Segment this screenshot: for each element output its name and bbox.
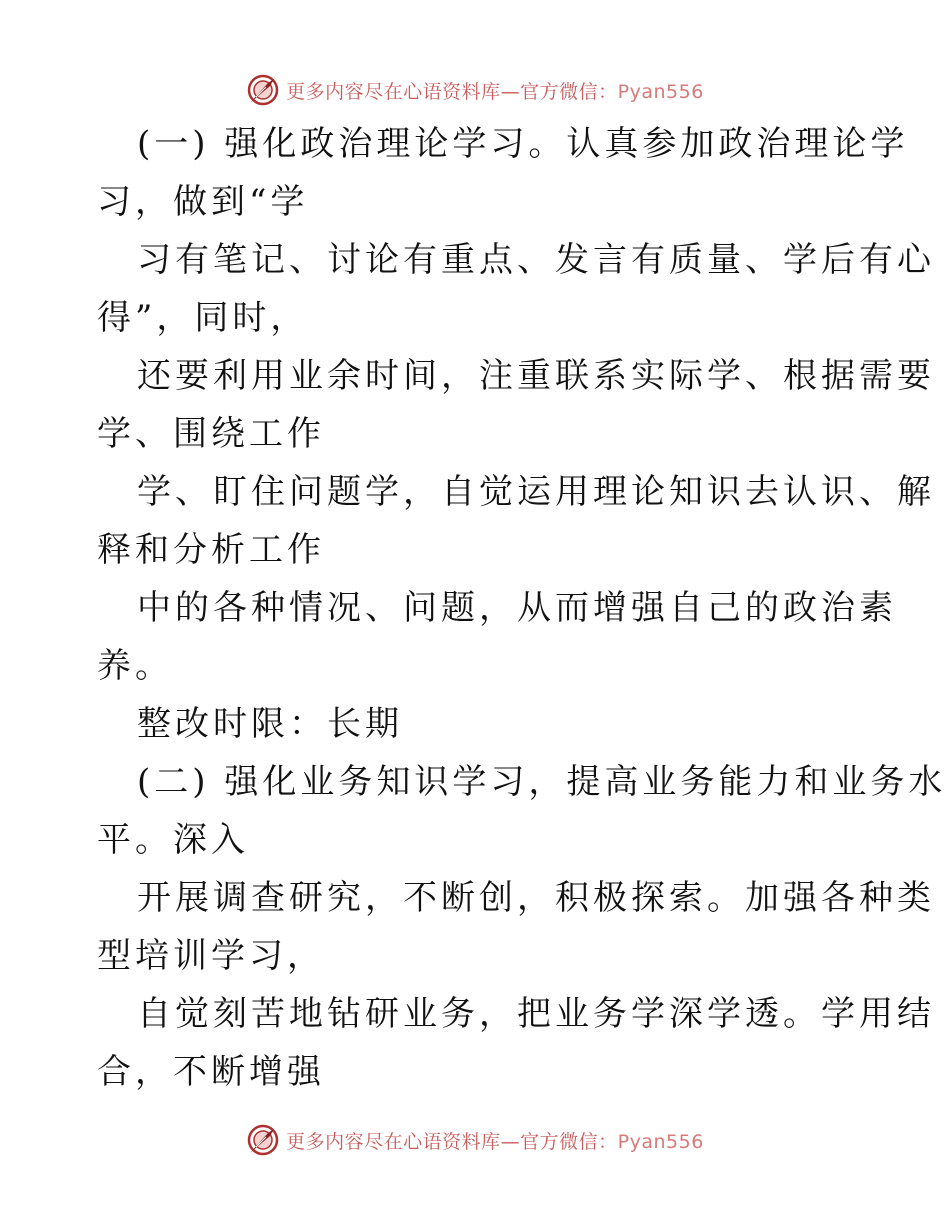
text-line: 学、围绕工作 [97, 414, 325, 454]
text-line: 自觉刻苦地钻研业务，把业务学深学透。学用结 [137, 994, 935, 1034]
text-line: 型培训学习， [97, 936, 325, 976]
text-line: 得”，同时， [97, 298, 309, 338]
watermark-text: 更多内容尽在心语资料库—官方微信： [286, 80, 618, 103]
quill-logo-icon [246, 1123, 280, 1157]
text-line: 还要利用业余时间，注重联系实际学、根据需要 [137, 356, 935, 396]
text-line: 释和分析工作 [97, 530, 325, 570]
text-line: 合，不断增强 [97, 1052, 325, 1092]
text-line: 学、盯住问题学，自觉运用理论知识去认识、解 [137, 472, 935, 512]
header-watermark [0, 70, 950, 110]
text-line: 养。 [97, 646, 173, 686]
watermark-id: Pyan556 [617, 1130, 704, 1153]
text-line: 中的各种情况、问题，从而增强自己的政治素 [137, 588, 897, 628]
text-line: 开展调查研究，不断创，积极探索。加强各种类 [137, 878, 935, 918]
document-body [97, 115, 947, 1101]
text-line: 整改时限：长期 [137, 704, 403, 744]
text-line: (二) 强化业务知识学习，提高业务能力和业务水 [137, 762, 947, 802]
text-line: (一) 强化政治理论学习。认真参加政治理论学 [137, 124, 909, 164]
watermark-id: Pyan556 [617, 80, 704, 103]
watermark-text: 更多内容尽在心语资料库—官方微信： [286, 1130, 618, 1153]
text-line: 习，做到“学 [97, 182, 309, 222]
footer-watermark [0, 1120, 950, 1160]
text-line: 平。深入 [97, 820, 249, 860]
text-line: 习有笔记、讨论有重点、发言有质量、学后有心 [137, 240, 935, 280]
quill-logo-icon [246, 73, 280, 107]
